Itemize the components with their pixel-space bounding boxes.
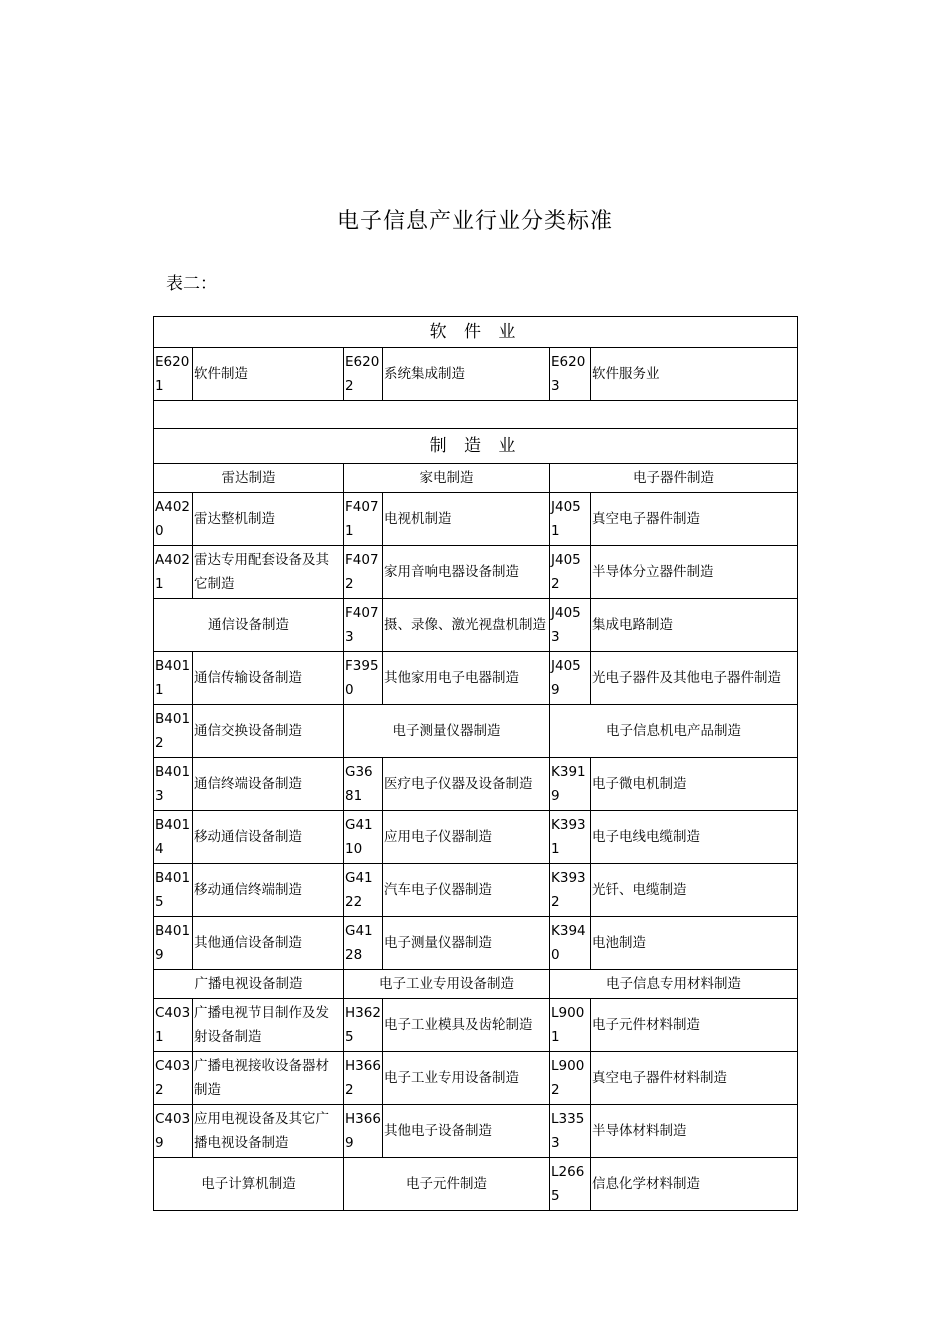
industry-code: A4020 [154, 493, 193, 546]
industry-name: 电子电线电缆制造 [591, 811, 798, 864]
industry-name: 移动通信设备制造 [193, 811, 344, 864]
industry-name: 电视机制造 [383, 493, 550, 546]
industry-code: H3662 [344, 1052, 383, 1105]
industry-name: 摄、录像、激光视盘机制造 [383, 599, 550, 652]
industry-name: 移动通信终端制造 [193, 864, 344, 917]
industry-code: E6202 [344, 348, 383, 401]
category-row [154, 970, 798, 999]
industry-name: 真空电子器件材料制造 [591, 1052, 798, 1105]
table-label: 表二： [166, 274, 217, 294]
table-row [154, 546, 798, 599]
industry-name: 家用音响电器设备制造 [383, 546, 550, 599]
industry-name: 光电子器件及其他电子器件制造 [591, 652, 798, 705]
industry-code: L9002 [550, 1052, 591, 1105]
industry-name: 应用电子仪器制造 [383, 811, 550, 864]
industry-name: 电池制造 [591, 917, 798, 970]
industry-name: 广播电视节目制作及发射设备制造 [193, 999, 344, 1052]
industry-code: F4072 [344, 546, 383, 599]
industry-code: J4059 [550, 652, 591, 705]
industry-name: 汽车电子仪器制造 [383, 864, 550, 917]
industry-code: C4032 [154, 1052, 193, 1105]
industry-name: 软件服务业 [591, 348, 798, 401]
industry-code: L9001 [550, 999, 591, 1052]
category-header: 广播电视设备制造 [154, 970, 344, 999]
industry-code: F4073 [344, 599, 383, 652]
table-row [154, 999, 798, 1052]
table-row [154, 864, 798, 917]
industry-code: B4015 [154, 864, 193, 917]
category-header: 电子测量仪器制造 [344, 705, 550, 758]
industry-code: K3940 [550, 917, 591, 970]
table-row [154, 758, 798, 811]
industry-code: B4012 [154, 705, 193, 758]
industry-code: J4053 [550, 599, 591, 652]
industry-code: K3932 [550, 864, 591, 917]
category-header: 雷达制造 [154, 464, 344, 493]
industry-code: G4110 [344, 811, 383, 864]
section-heading-manufacturing: 制 造 业 [154, 429, 798, 464]
industry-code: G3681 [344, 758, 383, 811]
section-heading-software: 软 件 业 [154, 317, 798, 348]
industry-code: H3669 [344, 1105, 383, 1158]
industry-code: H3625 [344, 999, 383, 1052]
industry-name: 半导体材料制造 [591, 1105, 798, 1158]
industry-code: C4039 [154, 1105, 193, 1158]
industry-code: B4014 [154, 811, 193, 864]
table-row [154, 652, 798, 705]
industry-code: F3950 [344, 652, 383, 705]
category-header: 电子信息机电产品制造 [550, 705, 798, 758]
industry-name: 电子测量仪器制造 [383, 917, 550, 970]
industry-name: 信息化学材料制造 [591, 1158, 798, 1211]
category-header: 电子计算机制造 [154, 1158, 344, 1211]
industry-name: 雷达专用配套设备及其它制造 [193, 546, 344, 599]
industry-code: G4128 [344, 917, 383, 970]
industry-code: K3919 [550, 758, 591, 811]
industry-code: B4011 [154, 652, 193, 705]
industry-name: 通信传输设备制造 [193, 652, 344, 705]
industry-code: F4071 [344, 493, 383, 546]
industry-name: 其他通信设备制造 [193, 917, 344, 970]
industry-name: 系统集成制造 [383, 348, 550, 401]
industry-name: 电子元件材料制造 [591, 999, 798, 1052]
table-row [154, 1158, 798, 1211]
table-row [154, 1052, 798, 1105]
industry-name: 电子工业模具及齿轮制造 [383, 999, 550, 1052]
category-header: 电子器件制造 [550, 464, 798, 493]
industry-code: E6201 [154, 348, 193, 401]
industry-code: L3353 [550, 1105, 591, 1158]
industry-name: 电子工业专用设备制造 [383, 1052, 550, 1105]
page-title: 电子信息产业行业分类标准 [336, 209, 613, 234]
industry-code: L2665 [550, 1158, 591, 1211]
industry-name: 光钎、电缆制造 [591, 864, 798, 917]
industry-name: 通信交换设备制造 [193, 705, 344, 758]
category-header: 通信设备制造 [154, 599, 344, 652]
category-header: 电子信息专用材料制造 [550, 970, 798, 999]
table-row [154, 811, 798, 864]
industry-name: 电子微电机制造 [591, 758, 798, 811]
industry-code: C4031 [154, 999, 193, 1052]
industry-code: J4052 [550, 546, 591, 599]
industry-name: 半导体分立器件制造 [591, 546, 798, 599]
industry-name: 应用电视设备及其它广播电视设备制造 [193, 1105, 344, 1158]
category-header: 电子工业专用设备制造 [344, 970, 550, 999]
table-row [154, 493, 798, 546]
industry-name: 广播电视接收设备器材制造 [193, 1052, 344, 1105]
industry-name: 集成电路制造 [591, 599, 798, 652]
industry-code: A4021 [154, 546, 193, 599]
blank-row [154, 401, 798, 429]
category-header: 家电制造 [344, 464, 550, 493]
table-row [154, 705, 798, 758]
industry-name: 通信终端设备制造 [193, 758, 344, 811]
industry-name: 真空电子器件制造 [591, 493, 798, 546]
industry-name: 软件制造 [193, 348, 344, 401]
industry-code: G4122 [344, 864, 383, 917]
table-row [154, 917, 798, 970]
table-row [154, 1105, 798, 1158]
industry-name: 医疗电子仪器及设备制造 [383, 758, 550, 811]
industry-name: 其他家用电子电器制造 [383, 652, 550, 705]
industry-table [153, 316, 798, 1211]
industry-code: E6203 [550, 348, 591, 401]
industry-name: 其他电子设备制造 [383, 1105, 550, 1158]
industry-code: J4051 [550, 493, 591, 546]
industry-name: 雷达整机制造 [193, 493, 344, 546]
table-row [154, 599, 798, 652]
industry-code: B4013 [154, 758, 193, 811]
industry-code: B4019 [154, 917, 193, 970]
category-header: 电子元件制造 [344, 1158, 550, 1211]
industry-code: K3931 [550, 811, 591, 864]
